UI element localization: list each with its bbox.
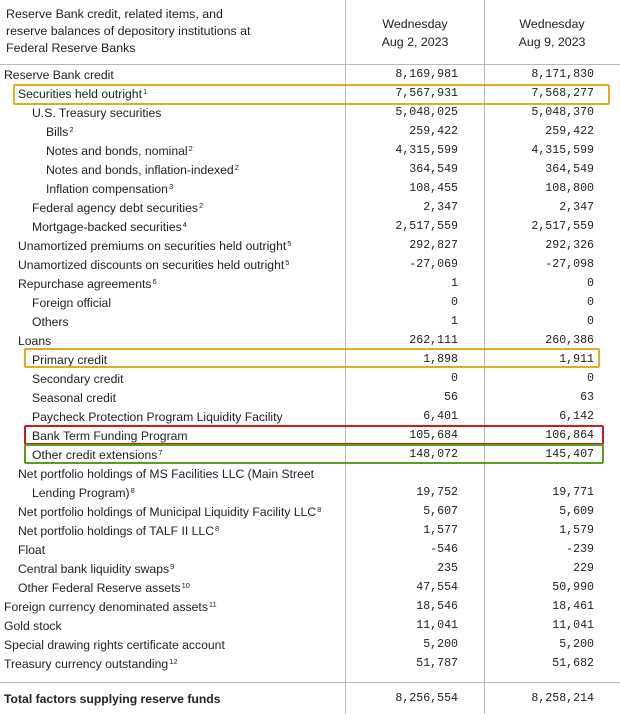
header-label-line: Reserve Bank credit, related items, and <box>6 7 223 21</box>
footnote-marker: 6 <box>152 277 157 286</box>
value-aug-9: 229 <box>573 562 594 575</box>
row-label-text: Foreign official <box>32 296 112 310</box>
row-label-text: Central bank liquidity swaps <box>18 562 170 576</box>
table-row <box>0 636 620 655</box>
value-aug-2: 0 <box>451 296 458 309</box>
row-label-text: Net portfolio holdings of MS Facilities LLC (Main Street <box>18 467 315 481</box>
table-row <box>0 275 620 294</box>
value-aug-2: 259,422 <box>409 125 458 138</box>
value-aug-9: 1,911 <box>559 353 594 366</box>
table-row <box>0 180 620 199</box>
value-aug-2: 1 <box>451 277 458 290</box>
value-aug-9: 5,200 <box>559 638 594 651</box>
table-row <box>0 218 620 237</box>
column-header-date: Aug 9, 2023 <box>518 35 586 49</box>
footnote-marker: 9 <box>170 562 175 571</box>
row-label-text: Foreign currency denominated assets <box>4 600 208 614</box>
row-label-text: Repurchase agreements <box>18 277 152 291</box>
value-aug-2: 8,169,981 <box>395 68 458 81</box>
row-label <box>46 142 193 160</box>
row-label-text: Unamortized discounts on securities held outright <box>18 258 285 272</box>
highlight-other-credit-extensions <box>24 444 604 464</box>
footnote-marker: 1 <box>142 87 148 96</box>
row-label-text: U.S. Treasury securities <box>32 106 162 120</box>
value-aug-9: -27,098 <box>545 258 594 271</box>
row-label-text: Primary credit <box>32 353 108 367</box>
value-aug-9: 0 <box>587 277 594 290</box>
table-row <box>0 123 620 142</box>
value-aug-2: 148,072 <box>409 448 458 461</box>
value-aug-9: 4,315,599 <box>531 144 594 157</box>
value-aug-9: 6,142 <box>559 410 594 423</box>
highlight-primary-credit <box>24 348 600 368</box>
header-label-line: reserve balances of depository institutions at <box>6 24 251 38</box>
footnote-marker: 12 <box>169 657 178 666</box>
column-header-aug-9 <box>486 15 618 51</box>
value-aug-2: 105,684 <box>409 429 458 442</box>
value-aug-9: 51,682 <box>552 657 594 670</box>
row-label-text: Net portfolio holdings of TALF II LLC <box>18 524 215 538</box>
row-label <box>32 484 135 502</box>
row-label <box>46 123 74 141</box>
value-aug-9: 11,041 <box>552 619 594 632</box>
value-aug-2: 262,111 <box>409 334 458 347</box>
column-header-day: Wednesday <box>519 17 585 31</box>
row-label-text: Unamortized premiums on securities held outright <box>18 239 287 253</box>
row-label <box>18 503 321 521</box>
table-row <box>0 484 620 503</box>
row-label <box>4 636 225 654</box>
column-header-aug-2 <box>346 15 484 51</box>
value-aug-9: 18,461 <box>552 600 594 613</box>
row-label <box>18 579 190 597</box>
footnote-marker: 4 <box>182 220 187 229</box>
highlight-bank-term-funding-program <box>24 425 604 445</box>
row-label-text: Loans <box>18 334 52 348</box>
column-header-day: Wednesday <box>382 17 448 31</box>
row-label <box>32 199 203 217</box>
footnote-marker: 2 <box>69 125 74 134</box>
row-label <box>18 522 219 540</box>
value-aug-9: 145,407 <box>545 448 594 461</box>
row-label-text: Federal agency debt securities <box>32 201 198 215</box>
value-aug-2: 5,200 <box>423 638 458 651</box>
table-row <box>0 465 620 484</box>
total-value-aug-2: 8,256,554 <box>395 692 458 705</box>
row-label <box>32 104 161 122</box>
value-aug-2: 2,347 <box>423 201 458 214</box>
value-aug-2: 47,554 <box>416 581 458 594</box>
value-aug-2: 7,567,931 <box>395 87 458 100</box>
row-label-text: Notes and bonds, inflation-indexed <box>46 163 234 177</box>
value-aug-2: 1,898 <box>423 353 458 366</box>
row-label-text: Others <box>32 315 69 329</box>
value-aug-2: 1 <box>451 315 458 328</box>
table-row <box>0 503 620 522</box>
footnote-marker: 5 <box>287 239 292 248</box>
table-row <box>0 237 620 256</box>
value-aug-2: 18,546 <box>416 600 458 613</box>
row-label <box>18 465 314 483</box>
table-row <box>0 541 620 560</box>
table-row <box>0 66 620 85</box>
column-header-date: Aug 2, 2023 <box>381 35 449 49</box>
row-label-text: Notes and bonds, nominal <box>46 144 188 158</box>
footnote-marker: 10 <box>181 581 190 590</box>
table-row <box>0 598 620 617</box>
row-label <box>32 313 69 331</box>
table-row <box>0 655 620 674</box>
value-aug-9: 0 <box>587 296 594 309</box>
highlight-securities-held-outright <box>13 84 610 105</box>
value-aug-9: 50,990 <box>552 581 594 594</box>
footnote-marker: 7 <box>158 448 163 457</box>
table-row <box>0 294 620 313</box>
value-aug-2: 1,577 <box>423 524 458 537</box>
value-aug-2: 56 <box>444 391 458 404</box>
footnote-marker: 8 <box>215 524 220 533</box>
total-divider <box>0 682 620 683</box>
value-aug-2: 4,315,599 <box>395 144 458 157</box>
table-row <box>0 313 620 332</box>
table-row <box>0 389 620 408</box>
row-label-text: Other Federal Reserve assets <box>18 581 181 595</box>
value-aug-2: 5,607 <box>423 505 458 518</box>
row-label <box>18 275 157 293</box>
row-label <box>18 541 45 559</box>
row-label-text: Net portfolio holdings of Municipal Liquidity Facility LLC <box>18 505 317 519</box>
row-label <box>46 180 173 198</box>
value-aug-9: -239 <box>566 543 594 556</box>
value-aug-9: 8,171,830 <box>531 68 594 81</box>
total-row <box>0 690 620 709</box>
table-row <box>0 256 620 275</box>
table-row <box>0 370 620 389</box>
footnote-marker: 3 <box>168 182 174 191</box>
row-label <box>32 408 283 426</box>
value-aug-2: 51,787 <box>416 657 458 670</box>
value-aug-2: 0 <box>451 372 458 385</box>
row-label-text: Securities held outright <box>18 87 142 101</box>
footnote-marker: 8 <box>317 505 322 514</box>
value-aug-9: 259,422 <box>545 125 594 138</box>
value-aug-9: 2,517,559 <box>531 220 594 233</box>
value-aug-2: 6,401 <box>423 410 458 423</box>
row-label-text: Bank Term Funding Program <box>32 429 188 443</box>
value-aug-9: 108,800 <box>545 182 594 195</box>
value-aug-9: 0 <box>587 372 594 385</box>
table-row <box>0 579 620 598</box>
value-aug-9: 63 <box>580 391 594 404</box>
row-label <box>32 218 187 236</box>
value-aug-9: 1,579 <box>559 524 594 537</box>
value-aug-9: 2,347 <box>559 201 594 214</box>
footnote-marker: 8 <box>130 486 135 495</box>
row-label-text: Special drawing rights certificate account <box>4 638 225 652</box>
value-aug-9: 5,048,370 <box>531 106 594 119</box>
table-header-label <box>6 6 336 57</box>
value-aug-2: 19,752 <box>416 486 458 499</box>
row-label-text: Float <box>18 543 46 557</box>
row-label <box>4 617 62 635</box>
row-label-text: Paycheck Protection Program Liquidity Facility <box>32 410 283 424</box>
row-label <box>46 161 239 179</box>
value-aug-9: 19,771 <box>552 486 594 499</box>
row-label <box>32 370 123 388</box>
row-label-text: Reserve Bank credit <box>4 68 114 82</box>
value-aug-2: 11,041 <box>416 619 458 632</box>
total-value-aug-9: 8,258,214 <box>531 692 594 705</box>
footnote-marker: 2 <box>188 144 193 153</box>
value-aug-9: 0 <box>587 315 594 328</box>
row-label <box>32 389 116 407</box>
row-label-text: Lending Program) <box>32 486 130 500</box>
value-aug-2: 292,827 <box>409 239 458 252</box>
value-aug-2: 5,048,025 <box>395 106 458 119</box>
value-aug-2: 235 <box>437 562 458 575</box>
value-aug-9: 7,568,277 <box>531 87 594 100</box>
footnote-marker: 2 <box>234 163 239 172</box>
row-label-text: Mortgage-backed securities <box>32 220 182 234</box>
table-row <box>0 142 620 161</box>
value-aug-2: -27,069 <box>409 258 458 271</box>
row-label-text: Inflation compensation <box>46 182 168 196</box>
value-aug-9: 292,326 <box>545 239 594 252</box>
value-aug-2: 108,455 <box>409 182 458 195</box>
row-label-text: Bills <box>46 125 69 139</box>
table-row <box>0 199 620 218</box>
footnote-marker: 5 <box>285 258 290 267</box>
value-aug-2: 2,517,559 <box>395 220 458 233</box>
row-label-text: Other credit extensions <box>32 448 158 462</box>
value-aug-9: 5,609 <box>559 505 594 518</box>
total-label: Total factors supplying reserve funds <box>4 692 221 706</box>
value-aug-9: 364,549 <box>545 163 594 176</box>
table-row <box>0 161 620 180</box>
row-label <box>32 294 111 312</box>
row-label <box>18 256 289 274</box>
value-aug-9: 260,386 <box>545 334 594 347</box>
row-label-text: Seasonal credit <box>32 391 117 405</box>
header-label-line: Federal Reserve Banks <box>6 41 136 55</box>
value-aug-2: -546 <box>430 543 458 556</box>
row-label <box>18 560 174 578</box>
value-aug-9: 106,864 <box>545 429 594 442</box>
row-label <box>4 598 217 616</box>
row-label-text: Gold stock <box>4 619 62 633</box>
table-row <box>0 560 620 579</box>
row-label-text: Treasury currency outstanding <box>4 657 169 671</box>
row-label <box>4 66 114 84</box>
footnote-marker: 11 <box>208 600 217 609</box>
row-label <box>18 237 291 255</box>
table-row <box>0 522 620 541</box>
table-row <box>0 104 620 123</box>
value-aug-2: 364,549 <box>409 163 458 176</box>
header-divider <box>0 64 620 65</box>
row-label <box>4 655 178 673</box>
row-label-text: Secondary credit <box>32 372 124 386</box>
table-row <box>0 617 620 636</box>
footnote-marker: 2 <box>198 201 204 210</box>
